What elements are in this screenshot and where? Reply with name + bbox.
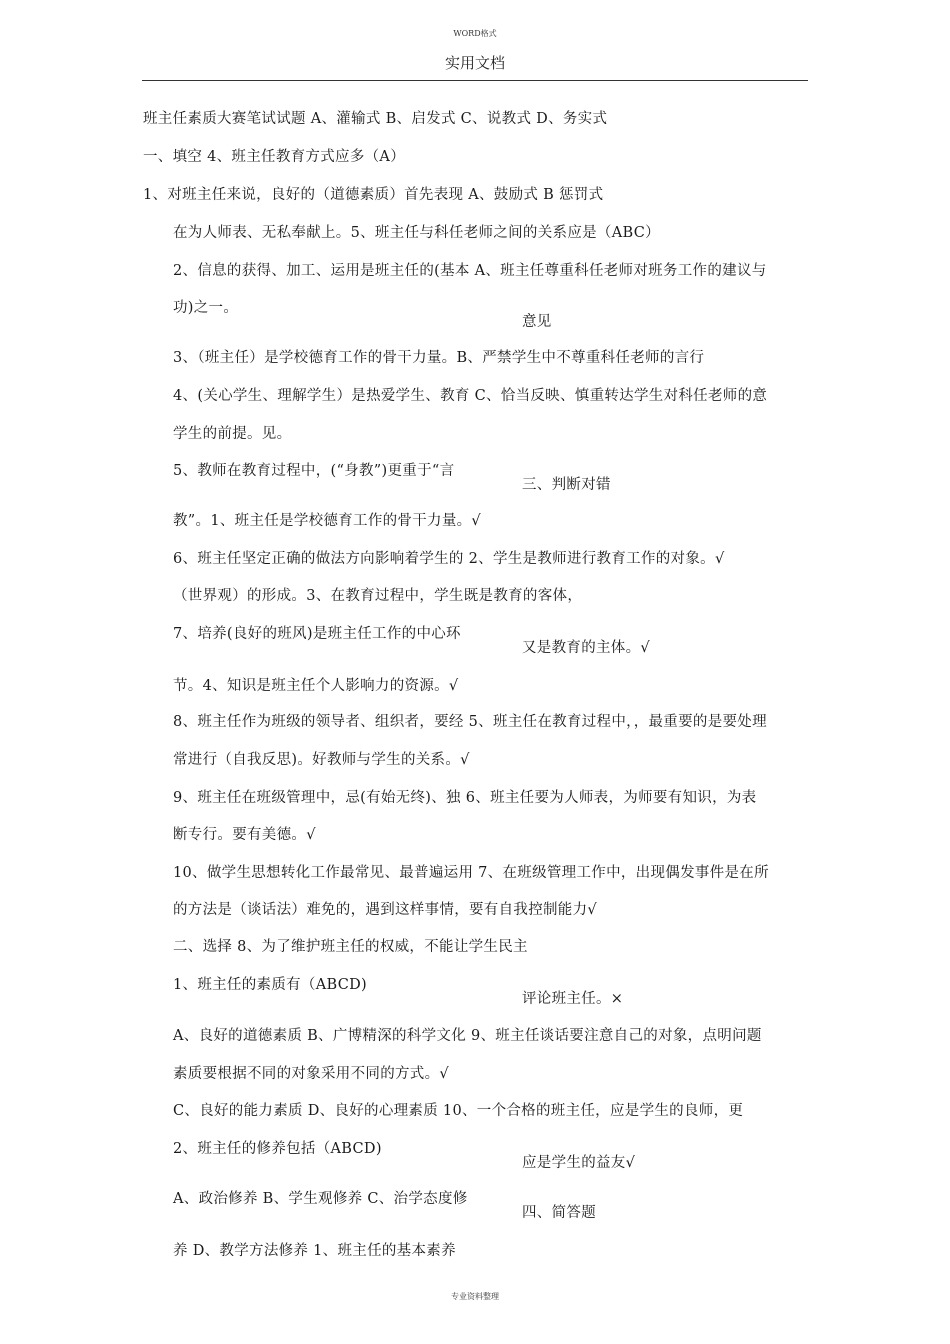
text-line: 2、信息的获得、加工、运用是班主任的(基本 A、班主任尊重科任老师对班务工作的建议与 (173, 263, 767, 279)
text-line: A、政治修养 B、学生观修养 C、治学态度修 (173, 1191, 468, 1207)
text-line: 4、(关心学生、理解学生）是热爱学生、教育 C、恰当反映、慎重转达学生对科任老师的意 (173, 388, 768, 404)
text-line: （世界观）的形成。3、在教育过程中，学生既是教育的客体， (173, 588, 583, 604)
text-line: 3、（班主任）是学校德育工作的骨干力量。B、严禁学生中不尊重科任老师的言行 (173, 350, 705, 366)
text-line: 8、班主任作为班级的领导者、组织者，要经 5、班主任在教育过程中，，最重要的是要处理 (173, 714, 767, 730)
text-line: 在为人师表、无私奉献上。5、班主任与科任老师之间的关系应是（ABC） (173, 225, 660, 241)
text-line: 2、班主任的修养包括（ABCD) (173, 1141, 382, 1157)
text-line: 10、做学生思想转化工作最常见、最普遍运用 7、在班级管理工作中，出现偶发事件是在所 (173, 865, 769, 881)
header-title: 实用文档 (444, 54, 505, 72)
text-line: 7、培养(良好的班风)是班主任工作的中心环 (173, 626, 461, 642)
text-line: 功)之一。 (173, 300, 239, 316)
footer-label: 专业资料整理 (451, 1292, 499, 1301)
text-line: 常进行（自我反思)。好教师与学生的关系。√ (173, 752, 470, 768)
text-line: 学生的前提。见。 (173, 426, 292, 442)
text-line: 意见 (522, 314, 552, 330)
text-line: 一、填空 4、班主任教育方式应多（A） (143, 149, 406, 165)
text-line: 1、班主任的素质有（ABCD) (173, 977, 367, 993)
text-line: 1、对班主任来说，良好的（道德素质）首先表现 A、鼓励式 B 惩罚式 (143, 187, 604, 203)
section-heading: 二、选择 8、为了维护班主任的权威，不能让学生民主 (173, 939, 528, 955)
text-line: 的方法是（谈话法）难免的，遇到这样事情，要有自我控制能力√ (173, 902, 597, 918)
header-divider (142, 80, 808, 81)
text-line: C、良好的能力素质 D、良好的心理素质 10、一个合格的班主任，应是学生的良师，更 (173, 1103, 744, 1119)
text-line: 养 D、教学方法修养 1、班主任的基本素养 (173, 1243, 456, 1259)
text-line: 又是教育的主体。√ (522, 640, 650, 656)
text-line: 节。4、知识是班主任个人影响力的资源。√ (173, 678, 459, 694)
text-line: 班主任素质大赛笔试试题 A、灌输式 B、启发式 C、说教式 D、务实式 (143, 111, 608, 127)
text-line: 评论班主任。× (522, 991, 624, 1007)
text-line: A、良好的道德素质 B、广博精深的科学文化 9、班主任谈话要注意自己的对象，点明问题 (173, 1028, 762, 1044)
text-line: 6、班主任坚定正确的做法方向影响着学生的 2、学生是教师进行教育工作的对象。√ (173, 551, 725, 567)
text-line: 9、班主任在班级管理中，忌(有始无终)、独 6、班主任要为人师表，为师要有知识，为表 (173, 790, 757, 806)
text-line: 5、教师在教育过程中，(“身教”)更重于“言 (173, 463, 455, 479)
text-line: 素质要根据不同的对象采用不同的方式。√ (173, 1066, 449, 1082)
section-heading: 四、简答题 (522, 1205, 596, 1221)
header-format-label: WORD格式 (453, 29, 497, 38)
section-heading: 三、判断对错 (522, 477, 611, 493)
text-line: 教”。1、班主任是学校德育工作的骨干力量。√ (173, 513, 481, 529)
text-line: 应是学生的益友√ (522, 1155, 636, 1171)
text-line: 断专行。要有美德。√ (173, 827, 316, 843)
